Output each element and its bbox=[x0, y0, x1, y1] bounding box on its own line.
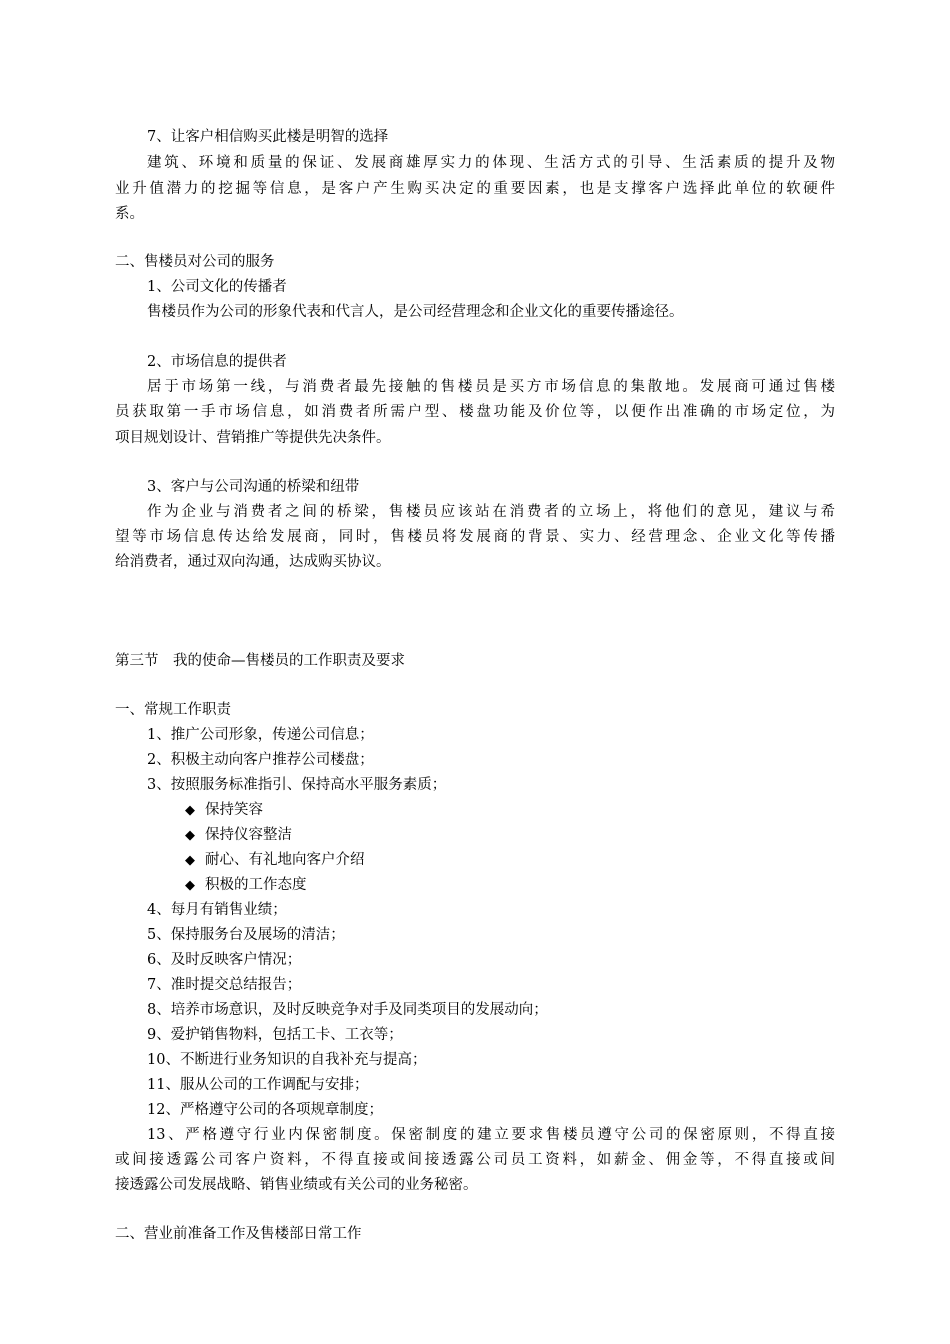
bullet-text: 积极的工作态度 bbox=[205, 877, 307, 893]
diamond-bullet-icon: ◆ bbox=[185, 878, 195, 893]
duty-item-10: 10、不断进行业务知识的自我补充与提高； bbox=[147, 1052, 427, 1068]
duty-item-13-line-3: 接透露公司发展战略、销售业绩或有关公司的业务秘密。 bbox=[115, 1177, 478, 1193]
part-2-heading: 二、售楼员对公司的服务 bbox=[115, 254, 275, 270]
duty-item-2: 2、积极主动向客户推荐公司楼盘； bbox=[147, 752, 374, 768]
item-2-title: 2、市场信息的提供者 bbox=[147, 354, 287, 370]
bullet-item-2 bbox=[185, 825, 292, 845]
item-1-text-line-1: 售楼员作为公司的形象代表和代言人，是公司经营理念和企业文化的重要传播途径。 bbox=[147, 304, 684, 320]
bullet-text: 耐心、有礼地向客户介绍 bbox=[205, 852, 365, 868]
diamond-bullet-icon: ◆ bbox=[185, 828, 195, 843]
duty-item-13-line-2: 或间接透露公司客户资料，不得直接或间接透露公司员工资料，如薪金、佣金等，不得直接或间 bbox=[115, 1152, 835, 1168]
duty-item-12: 12、严格遵守公司的各项规章制度； bbox=[147, 1102, 383, 1118]
duty-item-3: 3、按照服务标准指引、保持高水平服务素质； bbox=[147, 777, 447, 793]
duty-item-5: 5、保持服务台及展场的清洁； bbox=[147, 927, 345, 943]
item-3-text-line-1: 作为企业与消费者之间的桥梁，售楼员应该站在消费者的立场上，将他们的意见，建议与希 bbox=[147, 504, 835, 520]
item-1-title: 1、公司文化的传播者 bbox=[147, 279, 287, 295]
duty-item-6: 6、及时反映客户情况； bbox=[147, 952, 302, 968]
duty-item-8: 8、培养市场意识，及时反映竞争对手及同类项目的发展动向； bbox=[147, 1002, 548, 1018]
item-2-text-line-2: 员获取第一手市场信息，如消费者所需户型、楼盘功能及价位等，以便作出准确的市场定位，为 bbox=[115, 404, 835, 420]
section-7-paragraph-line-3: 系。 bbox=[115, 206, 144, 222]
item-3-title: 3、客户与公司沟通的桥梁和纽带 bbox=[147, 479, 360, 495]
duties-heading: 一、常规工作职责 bbox=[115, 702, 231, 718]
section-7-heading: 7、让客户相信购买此楼是明智的选择 bbox=[147, 129, 389, 145]
bullet-text: 保持笑容 bbox=[205, 802, 263, 818]
diamond-bullet-icon: ◆ bbox=[185, 853, 195, 868]
section-3-title: 第三节 我的使命—售楼员的工作职责及要求 bbox=[115, 653, 405, 669]
duty-item-1: 1、推广公司形象，传递公司信息； bbox=[147, 727, 374, 743]
item-2-text-line-3: 项目规划设计、营销推广等提供先决条件。 bbox=[115, 430, 391, 446]
duty-item-13-line-1: 13、严格遵守行业内保密制度。保密制度的建立要求售楼员遵守公司的保密原则，不得直接 bbox=[147, 1127, 835, 1143]
duty-item-11: 11、服从公司的工作调配与安排； bbox=[147, 1077, 369, 1093]
bullet-item-3 bbox=[185, 850, 365, 870]
duty-item-4: 4、每月有销售业绩； bbox=[147, 902, 287, 918]
duty-item-7: 7、准时提交总结报告； bbox=[147, 977, 302, 993]
diamond-bullet-icon: ◆ bbox=[185, 803, 195, 818]
part-2b-heading: 二、营业前准备工作及售楼部日常工作 bbox=[115, 1226, 362, 1242]
bullet-item-1 bbox=[185, 800, 263, 820]
item-3-text-line-2: 望等市场信息传达给发展商，同时，售楼员将发展商的背景、实力、经营理念、企业文化等传播 bbox=[115, 529, 835, 545]
bullet-item-4 bbox=[185, 875, 307, 895]
duty-item-9: 9、爱护销售物料，包括工卡、工衣等； bbox=[147, 1027, 403, 1043]
section-7-paragraph-line-1: 建筑、环境和质量的保证、发展商雄厚实力的体现、生活方式的引导、生活素质的提升及物 bbox=[147, 155, 835, 171]
item-2-text-line-1: 居于市场第一线，与消费者最先接触的售楼员是买方市场信息的集散地。发展商可通过售楼 bbox=[147, 379, 835, 395]
bullet-text: 保持仪容整洁 bbox=[205, 827, 292, 843]
section-7-paragraph-line-2: 业升值潜力的挖掘等信息，是客户产生购买决定的重要因素，也是支撑客户选择此单位的软硬件 bbox=[115, 181, 835, 197]
item-3-text-line-3: 给消费者，通过双向沟通，达成购买协议。 bbox=[115, 554, 391, 570]
